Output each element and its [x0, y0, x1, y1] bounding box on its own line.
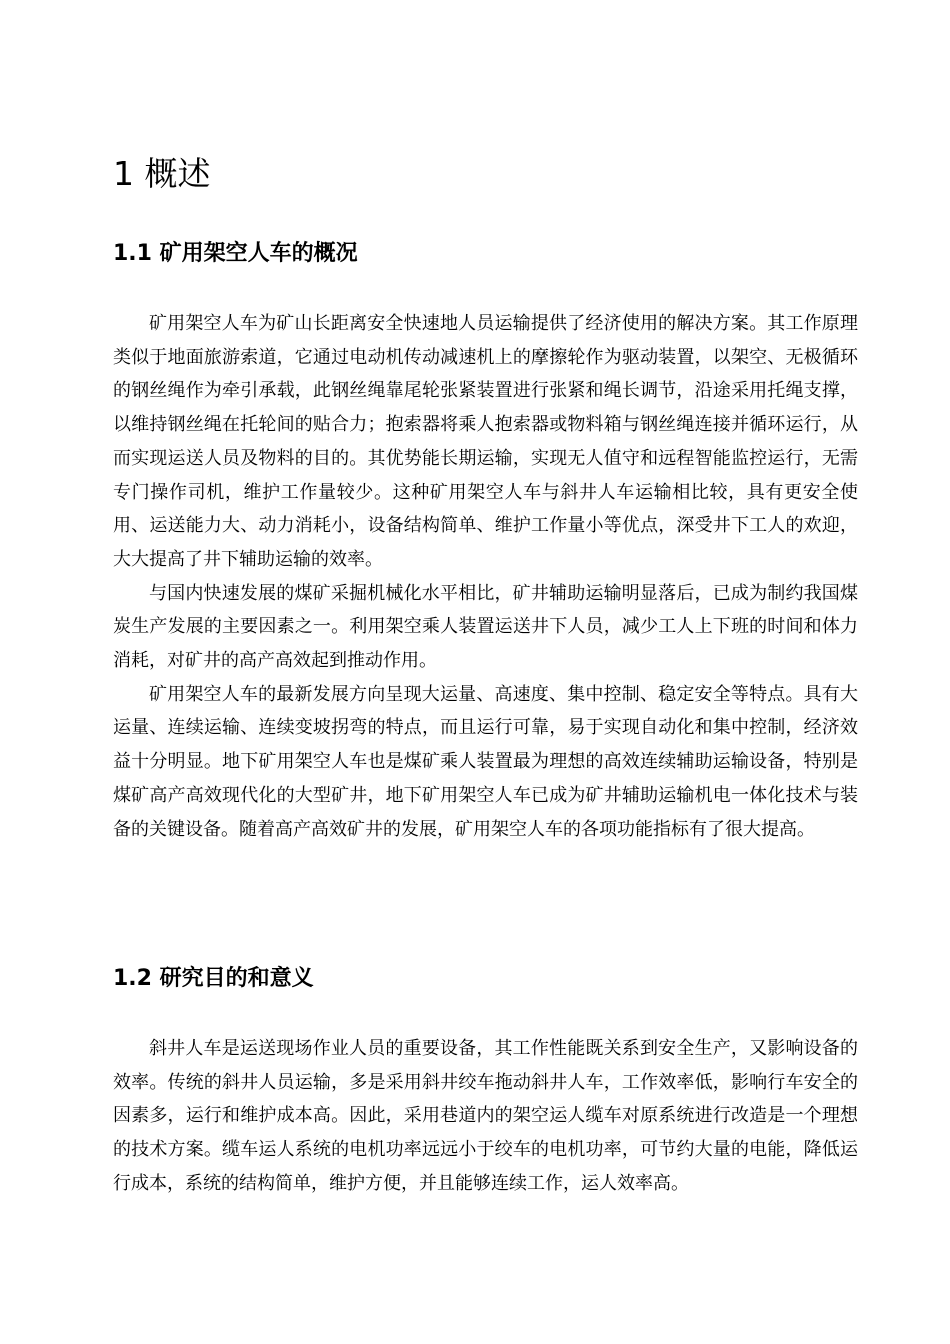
- section-body-1-1: [113, 307, 858, 846]
- section-heading-1-2: 1.2 研究目的和意义: [113, 966, 314, 991]
- paragraph: 斜井人车是运送现场作业人员的重要设备，其工作性能既关系到安全生产，又影响设备的效率。传统的斜井人员运输，多是采用斜井绞车拖动斜井人车，工作效率低，影响行车安全的因素多，运行和维护成本高。因此，采用巷道内的架空运人缆车对原系统进行改造是一个理想的技术方案。缆车运人系统的电机功率远远小于绞车的电机功率，可节约大量的电能，降低运行成本，系统的结构简单，维护方便，并且能够连续工作，运人效率高。: [113, 1038, 858, 1194]
- section-body-1-2: [113, 1032, 858, 1201]
- paragraph: 矿用架空人车的最新发展方向呈现大运量、高速度、集中控制、稳定安全等特点。具有大运量、连续运输、连续变坡拐弯的特点，而且运行可靠，易于实现自动化和集中控制，经济效益十分明显。地下矿用架空人车也是煤矿乘人装置最为理想的高效连续辅助运输设备，特别是煤矿高产高效现代化的大型矿井，地下矿用架空人车已成为矿井辅助运输机电一体化技术与装备的关键设备。随着高产高效矿井的发展，矿用架空人车的各项功能指标有了很大提高。: [113, 683, 858, 840]
- paragraph: 矿用架空人车为矿山长距离安全快速地人员运输提供了经济使用的解决方案。其工作原理类似于地面旅游索道，它通过电动机传动减速机上的摩擦轮作为驱动装置，以架空、无极循环的钢丝绳作为牵引承载，此钢丝绳靠尾轮张紧装置进行张紧和绳长调节，沿途采用托绳支撑，以维持钢丝绳在托轮间的贴合力；抱索器将乘人抱索器或物料箱与钢丝绳连接并循环运行，从而实现运送人员及物料的目的。其优势能长期运输，实现无人值守和远程智能监控运行，无需专门操作司机，维护工作量较少。这种矿用架空人车与斜井人车运输相比较，具有更安全使用、运送能力大、动力消耗小，设备结构简单、维护工作量小等优点，深受井下工人的欢迎，大大提高了井下辅助运输的效率。: [113, 313, 858, 570]
- chapter-title: 1 概述: [113, 154, 211, 193]
- section-heading-1-1: 1.1 矿用架空人车的概况: [113, 241, 358, 266]
- paragraph: 与国内快速发展的煤矿采掘机械化水平相比，矿井辅助运输明显落后，已成为制约我国煤炭生产发展的主要因素之一。利用架空乘人装置运送井下人员，减少工人上下班的时间和体力消耗，对矿井的高产高效起到推动作用。: [113, 582, 858, 672]
